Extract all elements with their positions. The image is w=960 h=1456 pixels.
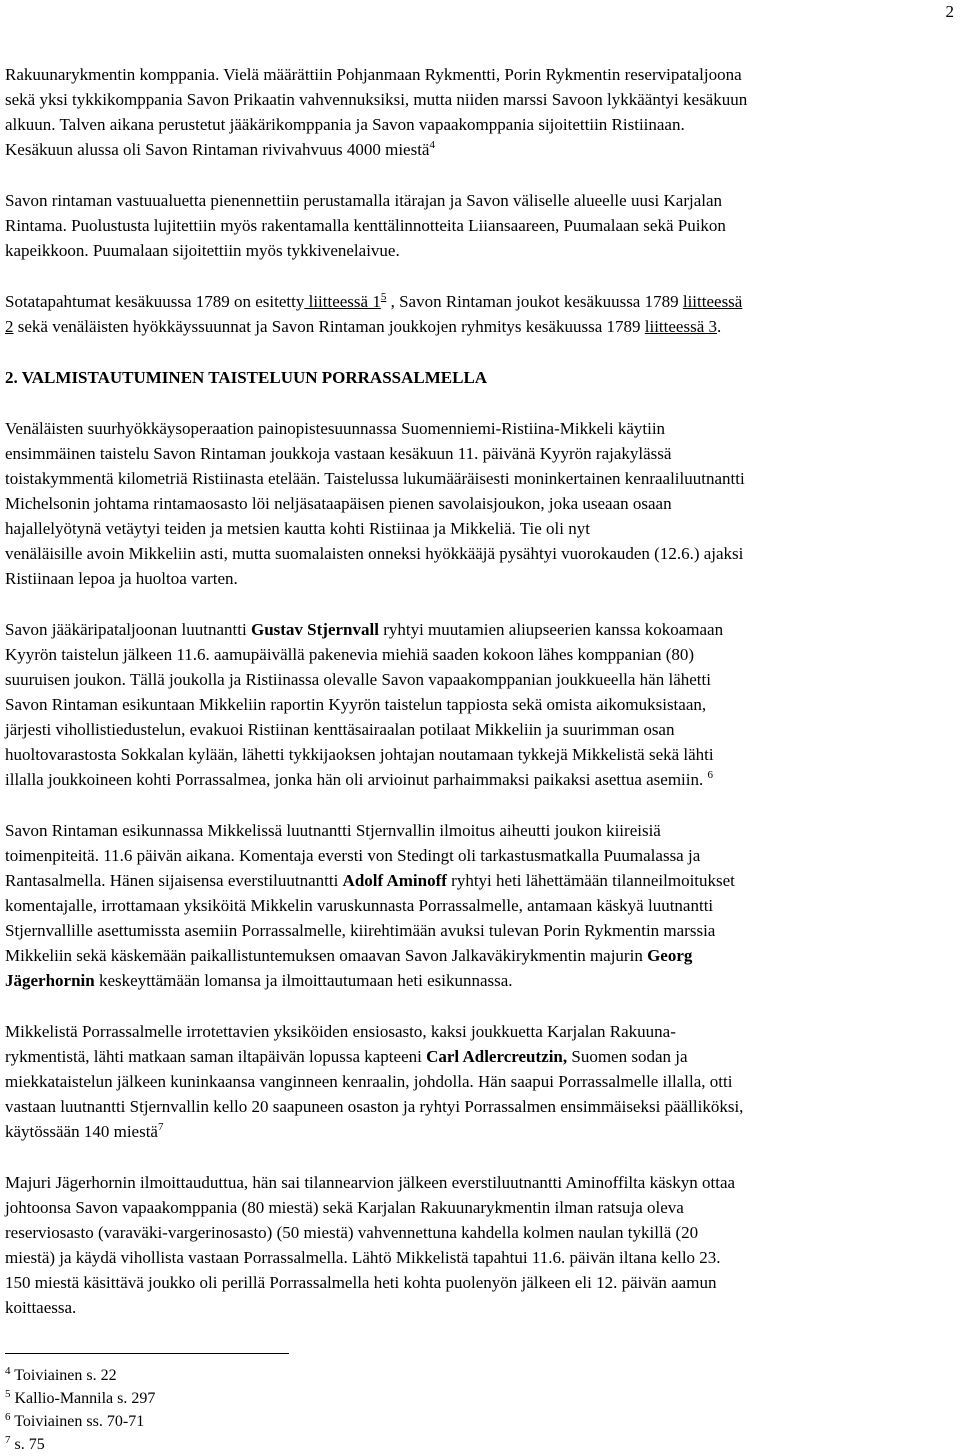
text-line: kapeikkoon. Puumalaan sijoitettiin myös tykkivenelaivue.	[5, 241, 400, 260]
text-run: ryhtyi heti lähettämään tilanneilmoitukset	[446, 871, 735, 890]
text-line: johtoonsa Savon vapaakomppania (80 miestä) sekä Karjalan Rakuunarykmentin ilman ratsuja oleva	[5, 1198, 684, 1217]
text-line: Majuri Jägerhornin ilmoittauduttua, hän sai tilannearvion jälkeen everstiluutnantti Aminoffilta käskyn ottaa	[5, 1173, 736, 1192]
appendix-2-link[interactable]: liitteessä	[682, 292, 743, 311]
footnote-item	[5, 1410, 155, 1433]
person-name: Carl Adlercreutzin,	[426, 1047, 568, 1066]
section-heading: 2. VALMISTAUTUMINEN TAISTELUUN PORRASSALMELLA	[5, 368, 488, 387]
text-line: illalla joukkoineen kohti Porrassalmea, jonka hän oli arvioinut parhaimmaksi paikaksi asettua asemiin.	[5, 770, 704, 789]
person-name: Georg	[647, 946, 693, 965]
paragraph-8	[5, 1170, 953, 1320]
footnote-text: s. 75	[10, 1436, 45, 1453]
text-line: Michelsonin johtama rintamaosasto löi neljäsataapäisen pienen savolaisjoukon, joka useaan osaan	[5, 494, 672, 513]
text-line: suuruisen joukon. Tällä joukolla ja Ristiinassa olevalle Savon vapaakomppanian joukkueella hän lähetti	[5, 670, 711, 689]
footnote-number: 6	[5, 1411, 11, 1423]
footnote-text: Toiviainen s. 22	[10, 1367, 117, 1384]
person-name: Gustav Stjernvall	[250, 620, 379, 639]
appendix-2-link-number[interactable]: 2	[5, 317, 14, 336]
paragraph-6	[5, 818, 953, 993]
text-run: Sotatapahtumat kesäkuussa 1789 on esitetty	[5, 292, 305, 311]
paragraph-5	[5, 617, 953, 792]
footnote-number: 4	[5, 1365, 11, 1377]
text-line: venäläisille avoin Mikkeliin asti, mutta suomalaisten onneksi hyökkääjä pysähtyi vuorokauden (12.6.) ajaksi	[5, 544, 744, 563]
text-run: keskeyttämään lomansa ja ilmoittautumaan heti esikunnassa.	[94, 971, 513, 990]
document-body	[5, 62, 953, 1320]
text-line: Mikkelistä Porrassalmelle irrotettavien yksiköiden ensiosasto, kaksi joukkuetta Karjalan Rakuuna-	[5, 1022, 676, 1041]
person-name: Adolf Aminoff	[342, 871, 447, 890]
text-run: Suomen sodan ja	[567, 1047, 688, 1066]
footnotes	[5, 1364, 155, 1456]
text-line: sekä yksi tykkikomppania Savon Prikaatin vahvennuksiksi, mutta niiden marssi Savoon lykkääntyi kesäkuun	[5, 90, 748, 109]
text-line: vastaan luutnantti Stjernvallin kello 20 saapuneen osaston ja ryhtyi Porrassalmen ensimmäiseksi päälliköksi,	[5, 1097, 744, 1116]
page-number: 2	[945, 2, 954, 21]
appendix-3-link[interactable]: liitteessä 3	[644, 317, 717, 336]
text-line: Savon Rintaman esikuntaan Mikkeliin raportin Kyyrön taistelun tappiosta sekä omista aikomuksistaan,	[5, 695, 707, 714]
text-run: Mikkeliin sekä käskemään paikallistuntemuksen omaavan Savon Jalkaväkirykmentin majurin	[5, 946, 648, 965]
text-line: Kesäkuun alussa oli Savon Rintaman rivivahvuus 4000 miestä	[5, 140, 430, 159]
text-line: Stjernvallille asettumissta asemiin Porrassalmelle, kiirehtimään avuksi tulevan Porin Rykmentin marssia	[5, 921, 716, 940]
appendix-1-link[interactable]: liitteessä 1	[304, 292, 381, 311]
text-line: 150 miestä käsittävä joukko oli perillä Porrassalmella heti kohta puolenyön jälkeen eli 12. päivän aamun	[5, 1273, 717, 1292]
footnote-text: Toiviainen ss. 70-71	[10, 1413, 145, 1430]
text-run: sekä venäläisten hyökkäyssuunnat ja Savon Rintaman joukkojen ryhmitys kesäkuussa 1789	[13, 317, 641, 336]
footnote-ref[interactable]: 4	[429, 139, 435, 151]
text-line: toimenpiteitä. 11.6 päivän aikana. Komentaja eversti von Stedingt oli tarkastusmatkalla Puumalassa ja	[5, 846, 701, 865]
text-line: reserviosasto (varaväki-vargerinosasto) (50 miestä) vahvennettuna kahdella kolmen naulan tykillä (20	[5, 1223, 699, 1242]
footnote-item	[5, 1364, 155, 1387]
text-line: järjesti vihollistiedustelun, evakuoi Ristiinan kenttäsairaalan potilaat Mikkeliin ja suurimman osan	[5, 720, 675, 739]
paragraph-2	[5, 188, 953, 263]
paragraph-7	[5, 1019, 953, 1144]
text-run: , Savon Rintaman joukot kesäkuussa 1789	[386, 292, 679, 311]
text-line: käytössään 140 miestä	[5, 1122, 158, 1141]
text-line: koittaessa.	[5, 1298, 77, 1317]
text-line: Kyyrön taistelun jälkeen 11.6. aamupäivällä pakenevia miehiä saaden kokoon lähes komppanian (80)	[5, 645, 695, 664]
footnote-separator	[5, 1353, 289, 1354]
text-line: Venäläisten suurhyökkäysoperaation painopistesuunnassa Suomenniemi-Ristiina-Mikkeli käytiin	[5, 419, 666, 438]
footnote-ref[interactable]: 6	[707, 769, 713, 781]
paragraph-4	[5, 416, 953, 591]
text-run: ryhtyi muutamien aliupseerien kanssa kokoamaan	[378, 620, 724, 639]
footnote-number: 7	[5, 1434, 11, 1446]
footnote-item	[5, 1433, 155, 1456]
paragraph-1	[5, 62, 953, 162]
text-line: toistakymmentä kilometriä Ristiinasta etelään. Taistelussa lukumääräisesti moninkertainen kenraaliluutnantti	[5, 469, 745, 488]
text-line: Ristiinaan lepoa ja huoltoa varten.	[5, 569, 238, 588]
footnote-ref[interactable]: 5	[380, 291, 387, 303]
text-line: miestä) ja käydä vihollista vastaan Porrassalmella. Lähtö Mikkelistä tapahtui 11.6. päivän iltana kello 23.	[5, 1248, 721, 1267]
text-line: hajallelyötynä vetäytyi teiden ja metsien kautta kohti Ristiinaa ja Mikkeliä. Tie oli nyt	[5, 519, 590, 538]
text-run: Savon jääkäripataljoonan luutnantti	[5, 620, 251, 639]
text-line: Savon Rintaman esikunnassa Mikkelissä luutnantti Stjernvallin ilmoitus aiheutti joukon kiireisiä	[5, 821, 661, 840]
person-name: Jägerhornin	[5, 971, 95, 990]
footnote-number: 5	[5, 1388, 11, 1400]
text-line: miekkataistelun jälkeen kuninkaansa vanginneen kenraalin, johdolla. Hän saapui Porrassalmelle illalla, otti	[5, 1072, 733, 1091]
text-run: .	[717, 317, 722, 336]
text-line: komentajalle, irrottamaan yksiköitä Mikkelin varuskunnasta Porrassalmelle, antamaan käskyä luutnantti	[5, 896, 714, 915]
paragraph-3	[5, 289, 953, 339]
text-line: huoltovarastosta Sokkalan kylään, lähetti tykkijaoksen johtajan noutamaan tykkejä Mikkelistä sekä lähti	[5, 745, 714, 764]
text-line: Rakuunarykmentin komppania. Vielä määrättiin Pohjanmaan Rykmentti, Porin Rykmentin reservipataljoona	[5, 65, 742, 84]
footnote-item	[5, 1387, 155, 1410]
text-line: Savon rintaman vastuualuetta pienennettiin perustamalla itärajan ja Savon väliselle alueelle uusi Karjalan	[5, 191, 723, 210]
text-line: Rintama. Puolustusta lujitettiin myös rakentamalla kenttälinnotteita Liiansaareen, Puumalaan sekä Puikon	[5, 216, 726, 235]
footnote-text: Kallio-Mannila s. 297	[10, 1390, 156, 1407]
footnote-ref[interactable]: 7	[157, 1121, 164, 1133]
text-line: alkuun. Talven aikana perustetut jääkärikomppania ja Savon vapaakomppania sijoitettiin Ristiinaan.	[5, 115, 685, 134]
text-run: Rantasalmella. Hänen sijaisensa everstiluutnantti	[5, 871, 343, 890]
text-run: rykmentistä, lähti matkaan saman iltapäivän lopussa kapteeni	[5, 1047, 427, 1066]
text-line: ensimmäinen taistelu Savon Rintaman joukkoja vastaan kesäkuun 11. päivänä Kyyrön rajakylässä	[5, 444, 672, 463]
